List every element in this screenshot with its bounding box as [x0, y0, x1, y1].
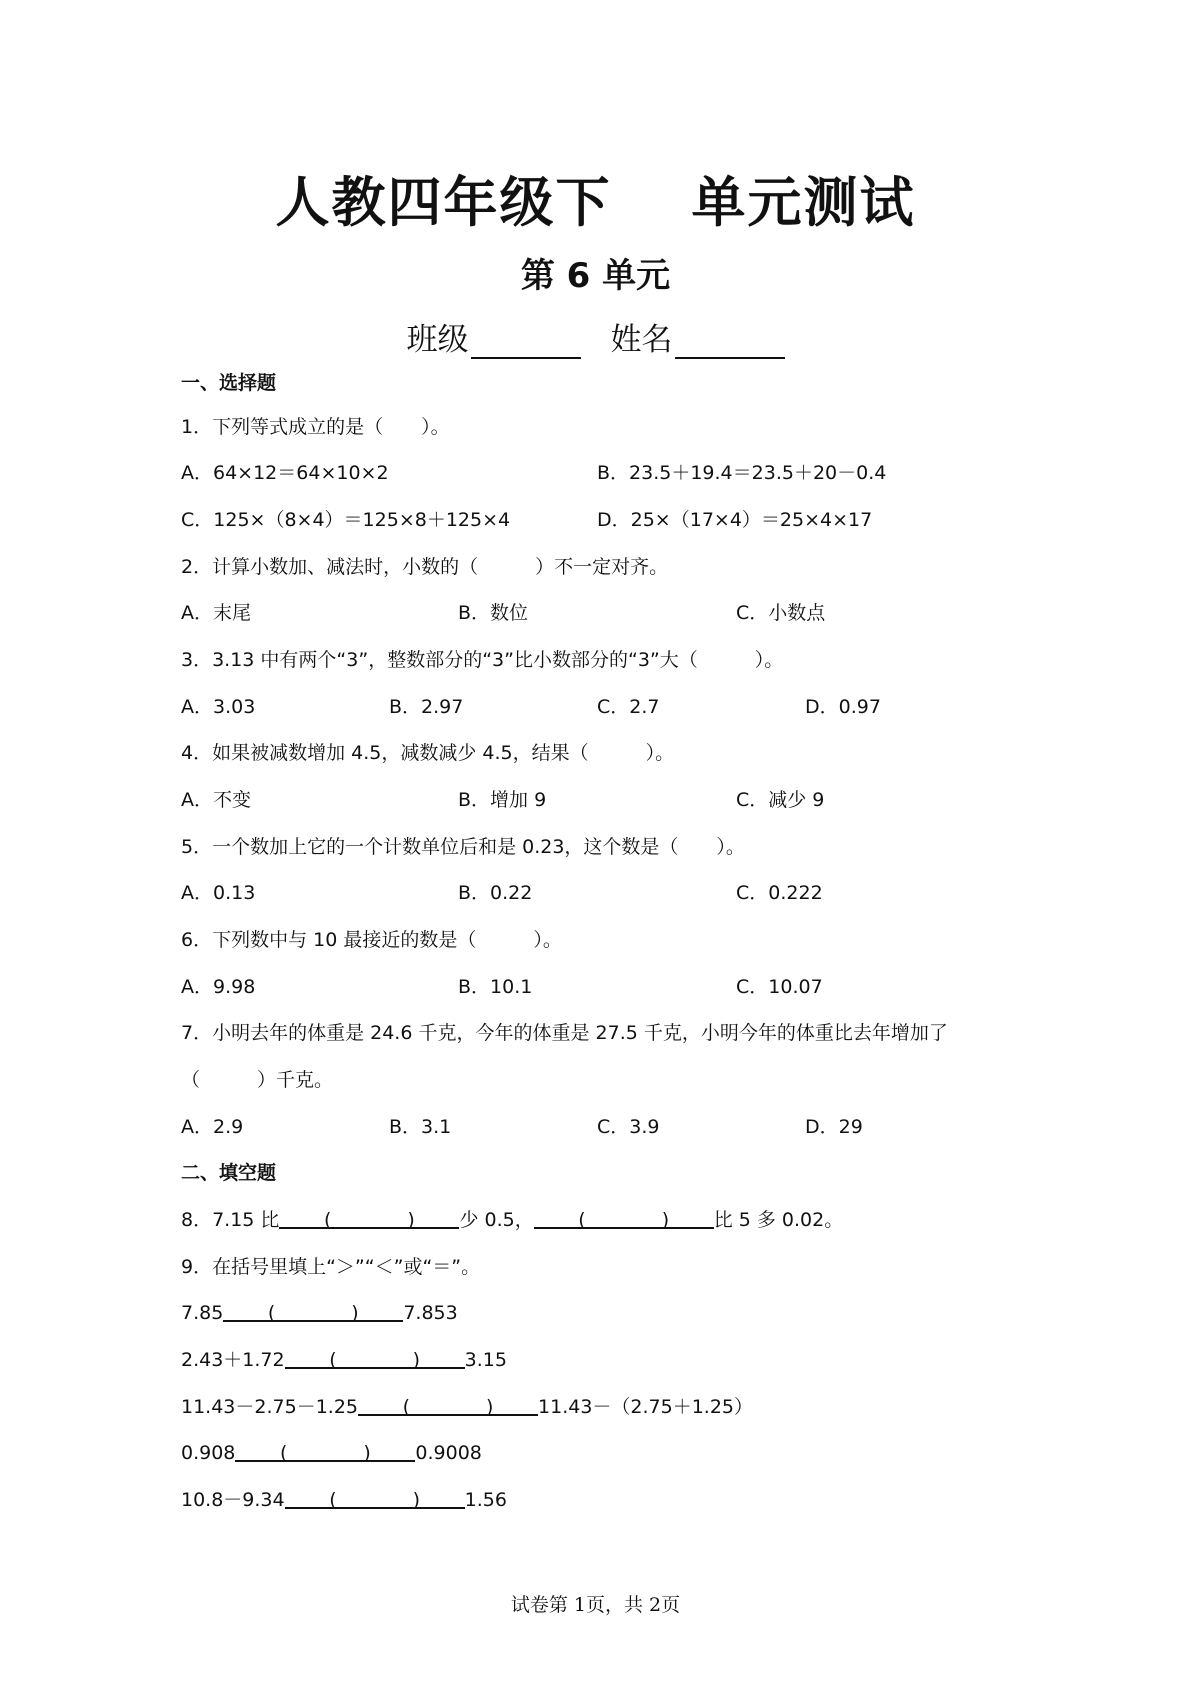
- option-a: A．9.98: [181, 976, 256, 998]
- compare-right: 3.15: [464, 1349, 507, 1371]
- q8-text-1: 8．7.15 比: [181, 1209, 280, 1231]
- name-blank[interactable]: [675, 327, 785, 359]
- option-d: D．29: [805, 1116, 863, 1138]
- answer-blank[interactable]: ( ): [534, 1205, 714, 1229]
- compare-right: 0.9008: [415, 1442, 482, 1464]
- option-b: B．增加 9: [458, 789, 547, 811]
- compare-row: [181, 1298, 458, 1324]
- compare-right: 1.56: [464, 1489, 507, 1511]
- answer-blank[interactable]: ( ): [223, 1298, 403, 1322]
- option-a: A．0.13: [181, 882, 256, 904]
- name-label: 姓名: [610, 322, 673, 358]
- option-a: A．2.9: [181, 1116, 244, 1138]
- option-c: C．小数点: [736, 602, 826, 624]
- question-stem: 7．小明去年的体重是 24.6 千克，今年的体重是 27.5 千克，小明今年的体重比去年增加了: [181, 1022, 948, 1044]
- class-label: 班级: [406, 322, 469, 358]
- page-footer: 试卷第 1页，共 2页: [510, 1594, 681, 1616]
- question-stem: 4．如果被减数增加 4.5，减数减少 4.5，结果（ ）。: [181, 742, 675, 764]
- question-stem: 3．3.13 中有两个“3”，整数部分的“3”比小数部分的“3”大（ ）。: [181, 649, 784, 671]
- compare-left: 7.85: [181, 1302, 224, 1324]
- compare-left: 11.43－2.75－1.25: [181, 1396, 359, 1418]
- option-a: A．末尾: [181, 602, 251, 624]
- option-b: B．0.22: [458, 882, 533, 904]
- title-right: 单元测试: [691, 171, 916, 234]
- option-d: D．0.97: [805, 696, 881, 718]
- option-a: A．64×12＝64×10×2: [181, 462, 389, 484]
- title-left: 人教四年级下: [275, 171, 612, 234]
- question-stem: 1．下列等式成立的是（ ）。: [181, 416, 450, 438]
- question-stem: 2．计算小数加、减法时，小数的（ ）不一定对齐。: [181, 556, 669, 578]
- option-a: A．3.03: [181, 696, 256, 718]
- answer-blank[interactable]: ( ): [279, 1205, 459, 1229]
- q8-text-3: 比 5 多 0.02。: [713, 1209, 844, 1231]
- student-info-line: [0, 314, 1191, 359]
- section-heading-fill: 二、填空题: [181, 1162, 277, 1184]
- option-b: B．10.1: [458, 976, 533, 998]
- compare-right: 7.853: [403, 1302, 458, 1324]
- compare-left: 0.908: [181, 1442, 236, 1464]
- compare-left: 10.8－9.34: [181, 1489, 285, 1511]
- option-c: C．2.7: [597, 696, 660, 718]
- compare-row: [181, 1438, 482, 1464]
- question-8: [181, 1205, 843, 1232]
- class-blank[interactable]: [471, 327, 581, 359]
- compare-row: [181, 1485, 507, 1512]
- option-c: C．10.07: [736, 976, 823, 998]
- option-b: B．数位: [458, 602, 529, 624]
- answer-blank[interactable]: ( ): [285, 1485, 465, 1509]
- question-stem: 5．一个数加上它的一个计数单位后和是 0.23，这个数是（ ）。: [181, 836, 745, 858]
- q8-text-2: 少 0.5，: [459, 1209, 534, 1231]
- answer-blank[interactable]: ( ): [358, 1392, 538, 1416]
- question-stem: 6．下列数中与 10 最接近的数是（ ）。: [181, 929, 562, 951]
- page-title: [0, 160, 1191, 237]
- option-d: D．25×（17×4）＝25×4×17: [597, 509, 873, 531]
- answer-blank[interactable]: ( ): [235, 1438, 415, 1462]
- option-b: B．3.1: [389, 1116, 452, 1138]
- option-c: C．3.9: [597, 1116, 660, 1138]
- question-stem: 9．在括号里填上“＞”“＜”或“＝”。: [181, 1256, 481, 1278]
- option-c: C．0.222: [736, 882, 823, 904]
- option-c: C．125×（8×4）＝125×8＋125×4: [181, 509, 511, 531]
- compare-row: [181, 1392, 753, 1419]
- option-b: B．2.97: [389, 696, 464, 718]
- option-c: C．减少 9: [736, 789, 825, 811]
- option-a: A．不变: [181, 789, 251, 811]
- option-b: B．23.5＋19.4＝23.5＋20－0.4: [597, 462, 887, 484]
- answer-blank[interactable]: ( ): [285, 1345, 465, 1369]
- compare-right: 11.43－（2.75＋1.25）: [538, 1396, 754, 1418]
- unit-subtitle: 第 6 单元: [520, 256, 671, 296]
- section-heading-choice: 一、选择题: [181, 372, 277, 394]
- compare-left: 2.43＋1.72: [181, 1349, 285, 1371]
- question-stem-continued: （ ）千克。: [181, 1069, 334, 1091]
- compare-row: [181, 1345, 507, 1372]
